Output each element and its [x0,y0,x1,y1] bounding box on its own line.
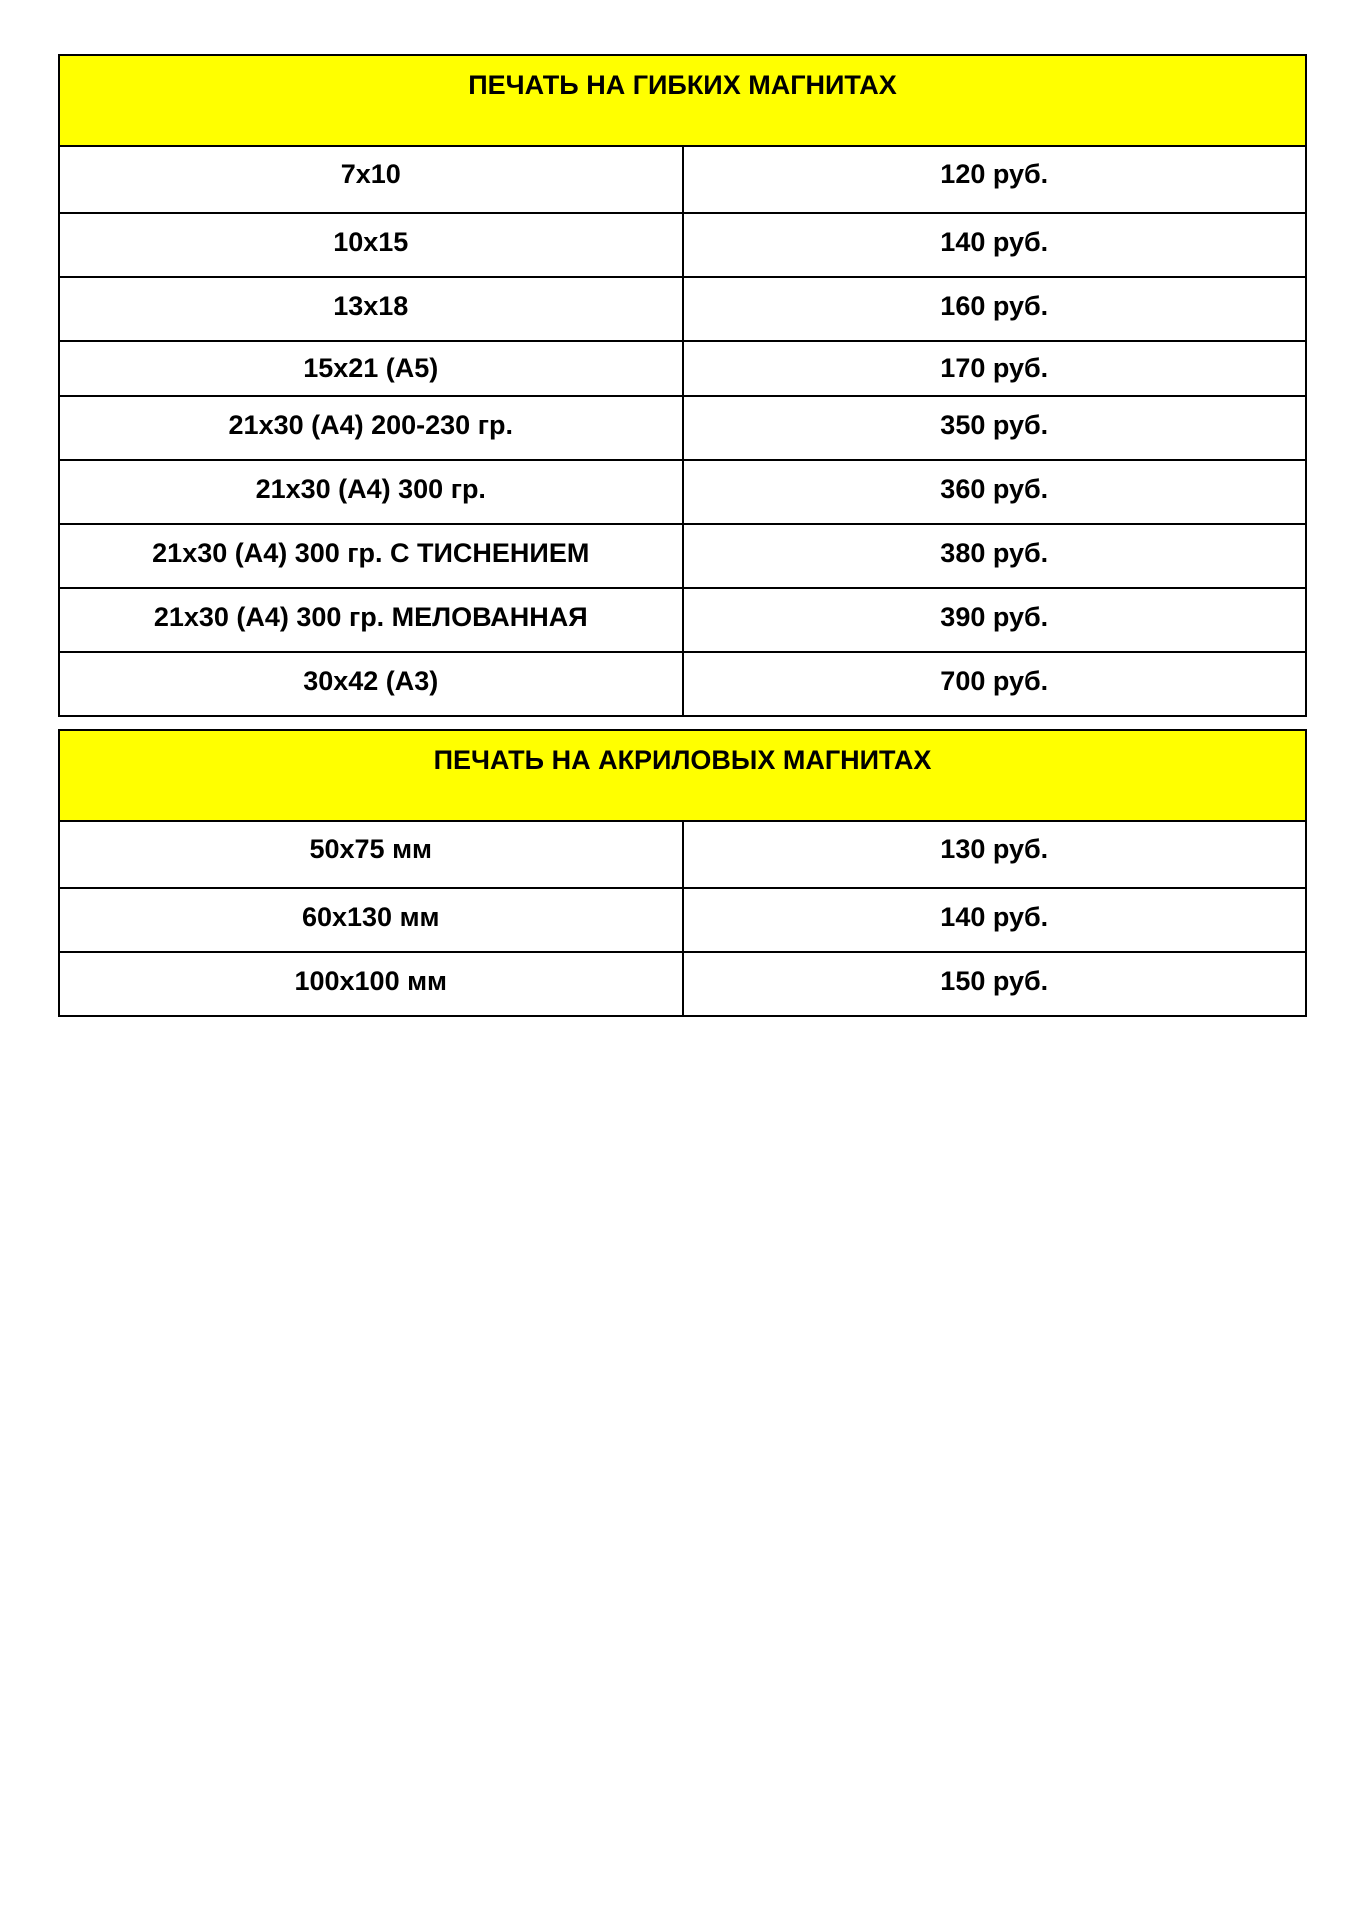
price-cell: 700 руб. [683,652,1307,716]
table-row [59,821,1306,888]
table-row [59,341,1306,396]
price-cell: 380 руб. [683,524,1307,588]
table-row [59,952,1306,1016]
price-cell: 130 руб. [683,821,1307,888]
size-cell: 10х15 [59,213,683,277]
table-row [59,524,1306,588]
acrylic-magnets-price-table [58,729,1307,1017]
table-row [59,588,1306,652]
section-title: ПЕЧАТЬ НА АКРИЛОВЫХ МАГНИТАХ [59,730,1306,821]
table-row [59,277,1306,341]
size-cell: 50х75 мм [59,821,683,888]
price-cell: 150 руб. [683,952,1307,1016]
size-cell: 60х130 мм [59,888,683,952]
price-cell: 350 руб. [683,396,1307,460]
price-cell: 390 руб. [683,588,1307,652]
price-cell: 140 руб. [683,213,1307,277]
table-row [59,396,1306,460]
size-cell: 21х30 (А4) 200-230 гр. [59,396,683,460]
section-title: ПЕЧАТЬ НА ГИБКИХ МАГНИТАХ [59,55,1306,146]
size-cell: 15х21 (А5) [59,341,683,396]
price-cell: 170 руб. [683,341,1307,396]
size-cell: 30х42 (А3) [59,652,683,716]
size-cell: 21х30 (А4) 300 гр. С ТИСНЕНИЕМ [59,524,683,588]
price-cell: 140 руб. [683,888,1307,952]
size-cell: 100х100 мм [59,952,683,1016]
size-cell: 13х18 [59,277,683,341]
size-cell: 21х30 (А4) 300 гр. [59,460,683,524]
flexible-magnets-price-table [58,54,1307,717]
price-cell: 160 руб. [683,277,1307,341]
table-row [59,146,1306,213]
size-cell: 21х30 (А4) 300 гр. МЕЛОВАННАЯ [59,588,683,652]
price-cell: 120 руб. [683,146,1307,213]
table-row [59,213,1306,277]
section-header-row [59,730,1306,821]
size-cell: 7х10 [59,146,683,213]
section-header-row [59,55,1306,146]
table-row [59,888,1306,952]
table-row [59,460,1306,524]
price-cell: 360 руб. [683,460,1307,524]
table-row [59,652,1306,716]
